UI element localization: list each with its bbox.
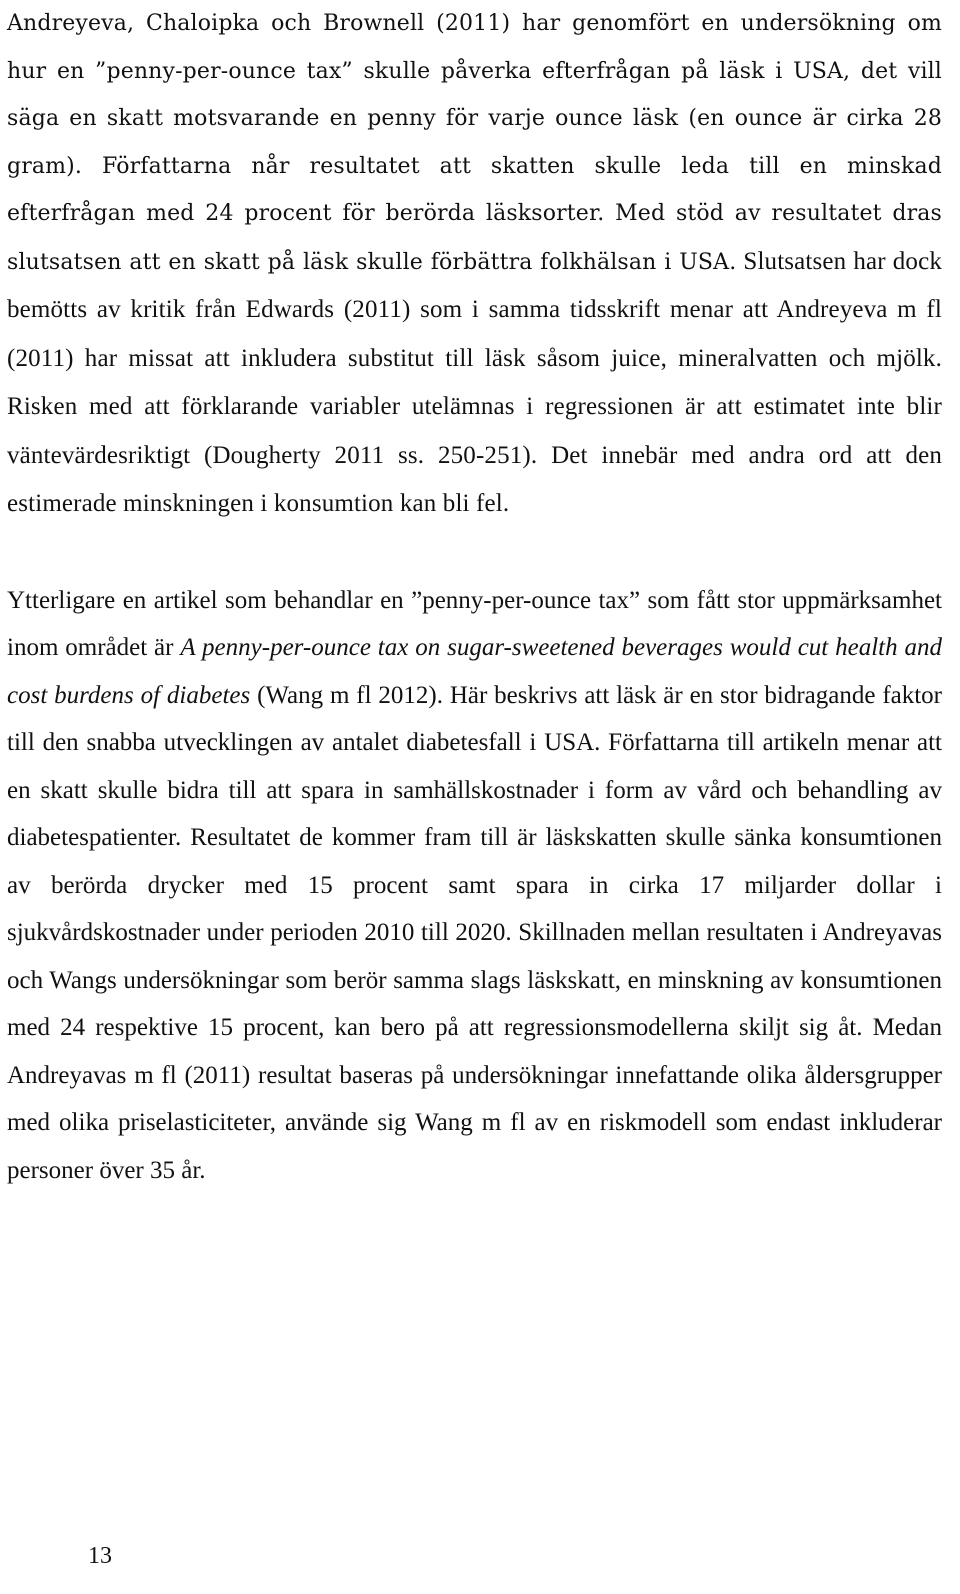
paragraph-2-rest: (Wang m fl 2012). Här beskrivs att läsk är en stor bidragande faktor till den snabba utvecklingen av antalet diabetesfall i USA. Författarna till artikeln menar att en skatt skulle bidra till att spara in samhällskostnader i form av vård och behandling av diabetespatienter. Resultatet de kommer fram till är läskskatten skulle sänka konsumtionen av berörda drycker med 15 procent samt spara in cirka 17 miljarder dollar i sjukvårdskostnader under perioden 2010 till 2020. Skillnaden mellan resultaten i Andreyavas och Wangs undersökningar som berör samma slags läskskatt, en minskning av konsumtionen med 24 respektive 15 procent, kan bero på att regressionsmodellerna skiljt sig åt. Medan Andreyavas m fl (2011) resultat baseras på undersökningar innefattande olika åldersgrupper med olika priselasticiteter, använde sig Wang m fl av en riskmodell som endast inkluderar personer över 35 år. xyxy=(7,681,943,1184)
paragraph-2 xyxy=(7,577,942,1195)
article-title: A penny-per-ounce tax on sugar-sweetened beverages would cut health and cost burdens of diabetes xyxy=(7,634,942,709)
page-number: 13 xyxy=(88,1543,112,1569)
paragraph-1-part-b: Slutsatsen har dock bemötts av kritik från Edwards (2011) som i samma tidsskrift menar att Andreyeva m fl (2011) har missat att inkludera substitut till läsk såsom juice, mineralvatten och mjölk. Risken med att förklarande variabler utelämnas i regressionen är att estimatet inte blir väntevärdesriktigt (Dougherty 2011 ss. 250-251). Det innebär med andra ord att den estimerade minskningen i konsumtion kan bli fel. xyxy=(7,247,942,517)
paragraph-1 xyxy=(7,0,942,529)
paragraph-1-part-a: Andreyeva, Chaloipka och Brownell (2011) har genomfört en undersökning om hur en ”penny-per-ounce tax” skulle påverka efterfrågan på läsk i USA, det vill säga en skatt motsvarande en penny för varje ounce läsk (en ounce är cirka 28 gram). Författarna når resultatet att skatten skulle leda till en minskad efterfrågan med 24 procent för berörda läsksorter. Med stöd av resultatet dras slutsatsen att en skatt på läsk skulle förbättra folkhälsan i USA. xyxy=(7,11,942,275)
document-page xyxy=(7,0,942,1194)
paragraph-2-intro: Ytterligare en artikel som behandlar en ”penny-per-ounce tax” som fått stor uppmärksamhet inom området är xyxy=(7,586,942,661)
